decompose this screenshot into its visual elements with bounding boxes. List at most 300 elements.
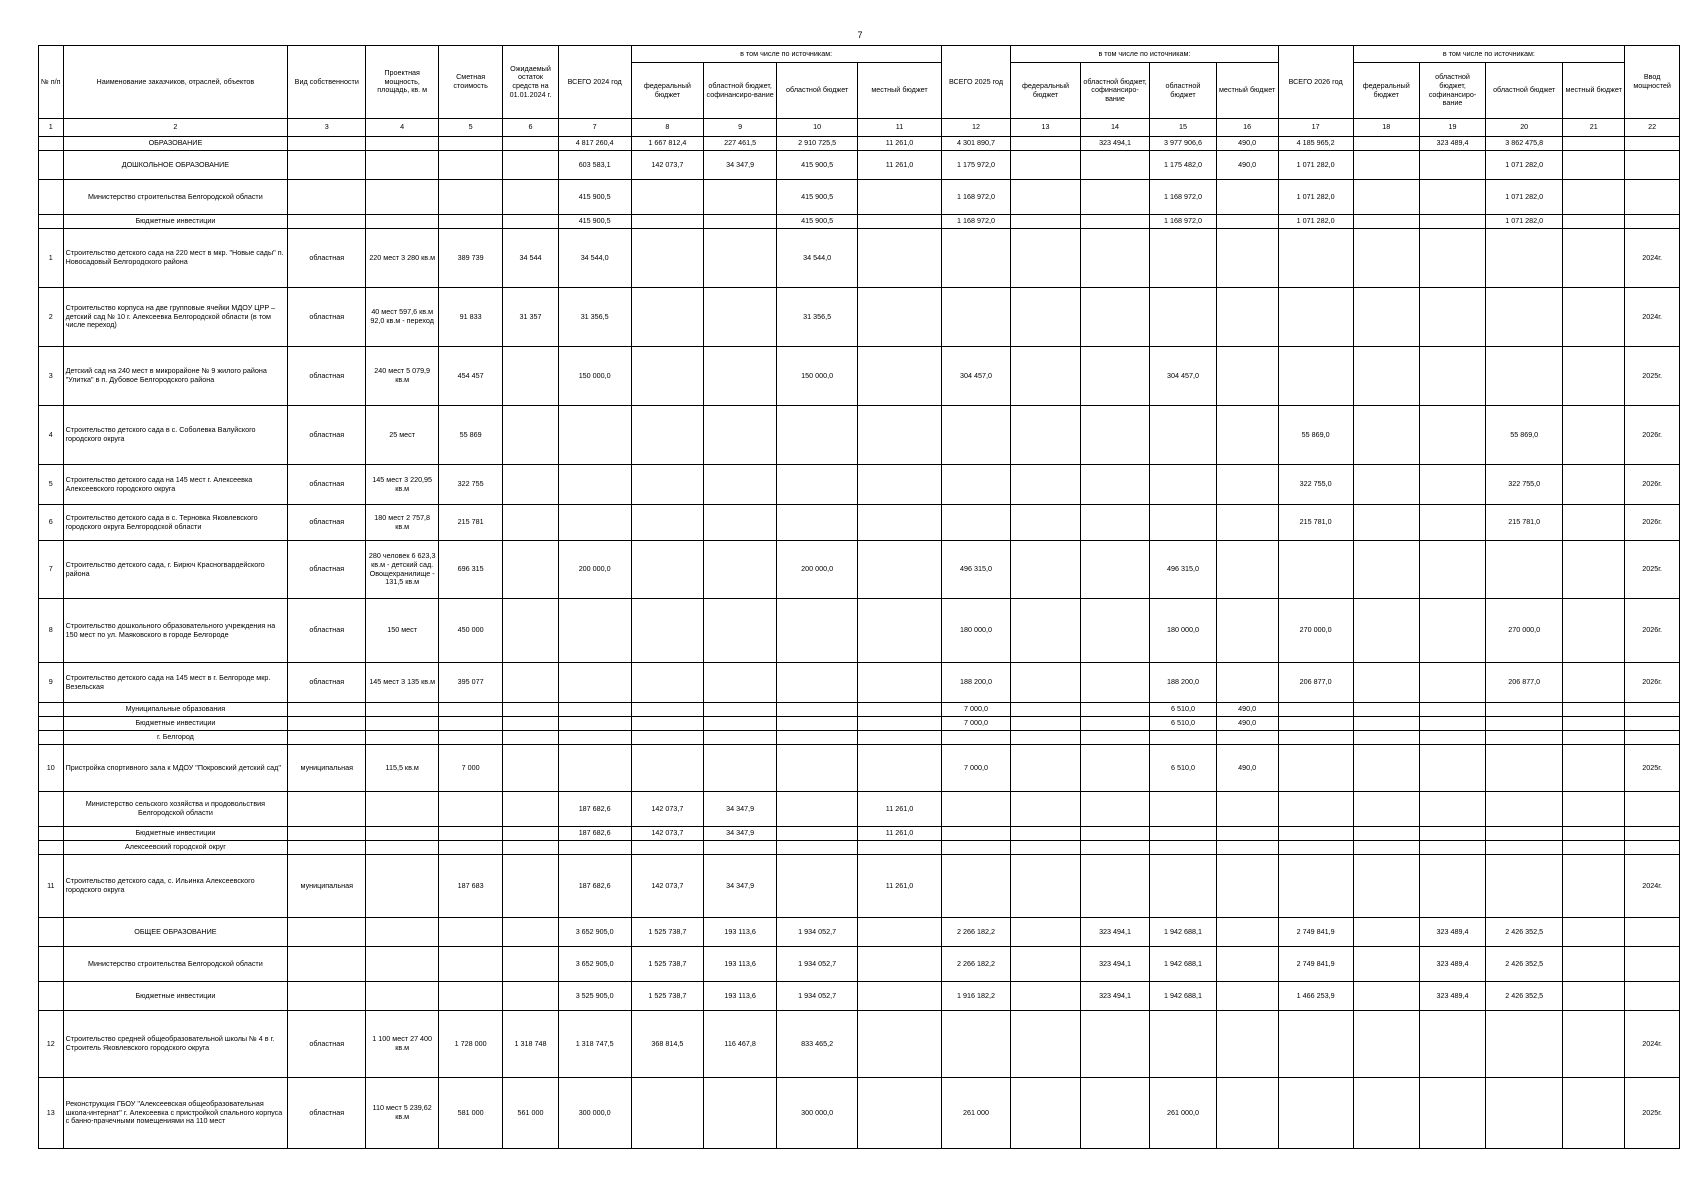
section-value-cell xyxy=(858,841,941,855)
section-name: Бюджетные инвестиции xyxy=(63,215,288,229)
section-value-cell xyxy=(1563,151,1625,180)
empty-cell xyxy=(503,215,559,229)
value-cell xyxy=(777,663,858,703)
value-cell: 200 000,0 xyxy=(777,541,858,599)
header-local-2024: местный бюджет xyxy=(858,63,941,119)
value-cell xyxy=(1080,745,1150,792)
capacity: 145 мест 3 135 кв.м xyxy=(366,663,439,703)
section-value-cell: 7 000,0 xyxy=(941,703,1011,717)
section-value-cell xyxy=(1080,717,1150,731)
value-cell xyxy=(1011,1078,1081,1149)
table-row xyxy=(39,465,1680,505)
year-total-cell: 261 000 xyxy=(941,1078,1011,1149)
capacity: 1 100 мест 27 400 кв.м xyxy=(366,1011,439,1078)
year-total-cell: 200 000,0 xyxy=(558,541,631,599)
section-value-cell xyxy=(858,947,941,982)
estimated-cost: 55 869 xyxy=(439,406,503,465)
ownership-type: муниципальная xyxy=(288,745,366,792)
empty-cell xyxy=(288,918,366,947)
ownership-type: областная xyxy=(288,229,366,288)
estimated-cost: 91 833 xyxy=(439,288,503,347)
year-total-cell xyxy=(1278,229,1353,288)
column-number: 3 xyxy=(288,119,366,137)
section-value-cell xyxy=(777,792,858,827)
value-cell xyxy=(1486,229,1563,288)
object-name: Строительство детского сада в с. Соболевка Валуйского городского округа xyxy=(63,406,288,465)
section-value-cell xyxy=(1353,841,1419,855)
section-value-cell: 415 900,5 xyxy=(558,180,631,215)
expected-rest xyxy=(503,663,559,703)
expected-rest: 31 357 xyxy=(503,288,559,347)
header-capacity: Проектная мощность, площадь, кв. м xyxy=(366,46,439,119)
value-cell xyxy=(1486,1078,1563,1149)
section-value-cell xyxy=(1278,792,1353,827)
value-cell xyxy=(1216,541,1278,599)
empty-cell xyxy=(1625,982,1680,1011)
table-row xyxy=(39,347,1680,406)
section-value-cell: 2 426 352,5 xyxy=(1486,918,1563,947)
section-value-cell: 1 525 738,7 xyxy=(631,947,704,982)
value-cell xyxy=(1353,347,1419,406)
section-row xyxy=(39,792,1680,827)
section-value-cell: 2 426 352,5 xyxy=(1486,982,1563,1011)
section-value-cell xyxy=(1216,792,1278,827)
section-value-cell xyxy=(1563,717,1625,731)
empty-cell xyxy=(366,841,439,855)
section-value-cell: 323 494,1 xyxy=(1080,947,1150,982)
value-cell xyxy=(1419,505,1485,541)
section-value-cell xyxy=(1216,918,1278,947)
empty-cell xyxy=(288,947,366,982)
column-number: 4 xyxy=(366,119,439,137)
expected-rest: 34 544 xyxy=(503,229,559,288)
section-value-cell: 415 900,5 xyxy=(777,180,858,215)
section-value-cell: 11 261,0 xyxy=(858,827,941,841)
value-cell xyxy=(631,406,704,465)
section-value-cell xyxy=(1216,841,1278,855)
value-cell xyxy=(1353,1078,1419,1149)
section-value-cell: 323 494,1 xyxy=(1080,982,1150,1011)
section-value-cell xyxy=(1011,717,1081,731)
section-value-cell xyxy=(1563,841,1625,855)
section-value-cell: 11 261,0 xyxy=(858,151,941,180)
object-name: Строительство детского сада на 145 мест в г. Белгороде мкр. Везельская xyxy=(63,663,288,703)
section-value-cell xyxy=(1563,982,1625,1011)
table-row xyxy=(39,1011,1680,1078)
value-cell: 215 781,0 xyxy=(1486,505,1563,541)
year-total-cell: 322 755,0 xyxy=(1278,465,1353,505)
section-row xyxy=(39,841,1680,855)
capacity: 240 мест 5 079,9 кв.м xyxy=(366,347,439,406)
header-regional-2025: областной бюджет xyxy=(1150,63,1216,119)
value-cell xyxy=(1011,663,1081,703)
header-expected-rest: Ожидаемый остаток средств на 01.01.2024 г. xyxy=(503,46,559,119)
column-number: 1 xyxy=(39,119,64,137)
section-value-cell xyxy=(1563,827,1625,841)
expected-rest: 1 318 748 xyxy=(503,1011,559,1078)
section-value-cell xyxy=(1486,841,1563,855)
section-value-cell xyxy=(1080,703,1150,717)
column-number: 18 xyxy=(1353,119,1419,137)
year-total-cell xyxy=(941,406,1011,465)
value-cell xyxy=(1353,663,1419,703)
section-value-cell: 1 667 812,4 xyxy=(631,137,704,151)
row-number: 8 xyxy=(39,599,64,663)
estimated-cost: 187 683 xyxy=(439,855,503,918)
section-value-cell xyxy=(941,841,1011,855)
value-cell xyxy=(1080,288,1150,347)
section-value-cell xyxy=(941,792,1011,827)
section-value-cell xyxy=(941,827,1011,841)
section-value-cell xyxy=(1278,717,1353,731)
value-cell: 180 000,0 xyxy=(1150,599,1216,663)
year-total-cell: 215 781,0 xyxy=(1278,505,1353,541)
value-cell xyxy=(858,347,941,406)
value-cell xyxy=(1353,505,1419,541)
value-cell: 31 356,5 xyxy=(777,288,858,347)
section-value-cell xyxy=(1419,703,1485,717)
table-row xyxy=(39,855,1680,918)
estimated-cost: 1 728 000 xyxy=(439,1011,503,1078)
section-value-cell: 490,0 xyxy=(1216,151,1278,180)
budget-table xyxy=(38,45,1680,1149)
object-name: Пристройка спортивного зала к МДОУ "Покровский детский сад" xyxy=(63,745,288,792)
column-number: 16 xyxy=(1216,119,1278,137)
section-value-cell: 1 466 253,9 xyxy=(1278,982,1353,1011)
header-estimate: Сметная стоимость xyxy=(439,46,503,119)
section-value-cell xyxy=(1353,918,1419,947)
value-cell xyxy=(631,465,704,505)
value-cell xyxy=(1150,288,1216,347)
section-value-cell xyxy=(1419,731,1485,745)
value-cell xyxy=(1353,541,1419,599)
commissioning-year: 2025г. xyxy=(1625,347,1680,406)
value-cell xyxy=(1011,505,1081,541)
expected-rest xyxy=(503,347,559,406)
year-total-cell: 55 869,0 xyxy=(1278,406,1353,465)
section-value-cell xyxy=(1150,827,1216,841)
section-value-cell xyxy=(1150,841,1216,855)
value-cell xyxy=(1353,288,1419,347)
header-name: Наименование заказчиков, отраслей, объектов xyxy=(63,46,288,119)
section-row xyxy=(39,215,1680,229)
row-number: 13 xyxy=(39,1078,64,1149)
value-cell: 490,0 xyxy=(1216,745,1278,792)
section-value-cell xyxy=(1278,703,1353,717)
empty-cell xyxy=(39,717,64,731)
row-number: 9 xyxy=(39,663,64,703)
value-cell xyxy=(1216,1078,1278,1149)
empty-cell xyxy=(39,731,64,745)
section-value-cell xyxy=(1216,982,1278,1011)
estimated-cost: 389 739 xyxy=(439,229,503,288)
estimated-cost: 450 000 xyxy=(439,599,503,663)
section-value-cell: 3 862 475,8 xyxy=(1486,137,1563,151)
section-value-cell: 11 261,0 xyxy=(858,792,941,827)
value-cell: 34 544,0 xyxy=(777,229,858,288)
section-row xyxy=(39,827,1680,841)
table-body xyxy=(39,119,1680,1149)
row-number: 7 xyxy=(39,541,64,599)
section-value-cell: 3 652 905,0 xyxy=(558,947,631,982)
ownership-type: областная xyxy=(288,1011,366,1078)
value-cell xyxy=(1486,541,1563,599)
empty-cell xyxy=(439,792,503,827)
value-cell xyxy=(1216,465,1278,505)
empty-cell xyxy=(1625,137,1680,151)
section-value-cell xyxy=(1080,151,1150,180)
section-value-cell xyxy=(941,731,1011,745)
value-cell xyxy=(777,599,858,663)
row-number: 5 xyxy=(39,465,64,505)
section-name: Министерство строительства Белгородской области xyxy=(63,180,288,215)
value-cell xyxy=(1011,1011,1081,1078)
section-value-cell: 34 347,9 xyxy=(704,792,777,827)
value-cell: 300 000,0 xyxy=(777,1078,858,1149)
year-total-cell: 206 877,0 xyxy=(1278,663,1353,703)
section-value-cell xyxy=(1353,180,1419,215)
section-value-cell xyxy=(1563,731,1625,745)
capacity: 110 мест 5 239,62 кв.м xyxy=(366,1078,439,1149)
value-cell xyxy=(1080,229,1150,288)
section-value-cell: 323 489,4 xyxy=(1419,982,1485,1011)
value-cell xyxy=(1011,855,1081,918)
commissioning-year: 2026г. xyxy=(1625,465,1680,505)
value-cell xyxy=(1011,406,1081,465)
commissioning-year: 2025г. xyxy=(1625,745,1680,792)
ownership-type: областная xyxy=(288,663,366,703)
value-cell xyxy=(858,1078,941,1149)
empty-cell xyxy=(366,731,439,745)
column-number: 20 xyxy=(1486,119,1563,137)
empty-cell xyxy=(288,717,366,731)
value-cell xyxy=(1419,855,1485,918)
header-total-2025: ВСЕГО 2025 год xyxy=(941,46,1011,119)
empty-cell xyxy=(1625,151,1680,180)
year-total-cell xyxy=(558,406,631,465)
header-sources-2025: в том числе по источникам: xyxy=(1011,46,1278,63)
empty-cell xyxy=(503,151,559,180)
section-name: Бюджетные инвестиции xyxy=(63,827,288,841)
empty-cell xyxy=(366,717,439,731)
year-total-cell xyxy=(558,465,631,505)
value-cell xyxy=(1080,465,1150,505)
header-federal-2024: федеральный бюджет xyxy=(631,63,704,119)
value-cell xyxy=(1216,505,1278,541)
empty-cell xyxy=(1625,827,1680,841)
section-value-cell xyxy=(1353,947,1419,982)
empty-cell xyxy=(39,703,64,717)
section-value-cell xyxy=(1563,137,1625,151)
header-total-2024: ВСЕГО 2024 год xyxy=(558,46,631,119)
value-cell xyxy=(1216,406,1278,465)
value-cell xyxy=(631,505,704,541)
expected-rest xyxy=(503,465,559,505)
section-value-cell: 2 749 841,9 xyxy=(1278,947,1353,982)
value-cell xyxy=(777,406,858,465)
value-cell xyxy=(631,745,704,792)
section-name: г. Белгород xyxy=(63,731,288,745)
value-cell xyxy=(1563,406,1625,465)
empty-cell xyxy=(439,215,503,229)
value-cell xyxy=(1419,663,1485,703)
value-cell xyxy=(858,505,941,541)
value-cell xyxy=(1419,599,1485,663)
expected-rest xyxy=(503,406,559,465)
section-value-cell: 415 900,5 xyxy=(777,215,858,229)
table-row xyxy=(39,505,1680,541)
empty-cell xyxy=(366,137,439,151)
estimated-cost: 7 000 xyxy=(439,745,503,792)
section-value-cell: 490,0 xyxy=(1216,717,1278,731)
capacity: 145 мест 3 220,95 кв.м xyxy=(366,465,439,505)
section-value-cell xyxy=(1353,137,1419,151)
value-cell xyxy=(1353,745,1419,792)
section-value-cell: 142 073,7 xyxy=(631,792,704,827)
empty-cell xyxy=(439,703,503,717)
value-cell xyxy=(1216,229,1278,288)
section-value-cell xyxy=(1080,215,1150,229)
value-cell xyxy=(1563,1011,1625,1078)
capacity: 25 мест xyxy=(366,406,439,465)
empty-cell xyxy=(288,215,366,229)
value-cell xyxy=(1150,465,1216,505)
section-value-cell: 1 934 052,7 xyxy=(777,982,858,1011)
value-cell: 11 261,0 xyxy=(858,855,941,918)
section-value-cell xyxy=(704,180,777,215)
empty-cell xyxy=(366,215,439,229)
empty-cell xyxy=(288,827,366,841)
capacity: 180 мест 2 757,8 кв.м xyxy=(366,505,439,541)
section-value-cell: 3 977 906,6 xyxy=(1150,137,1216,151)
section-value-cell xyxy=(558,703,631,717)
empty-cell xyxy=(366,827,439,841)
section-value-cell: 1 168 972,0 xyxy=(941,215,1011,229)
year-total-cell: 7 000,0 xyxy=(941,745,1011,792)
section-value-cell xyxy=(858,703,941,717)
section-row xyxy=(39,717,1680,731)
section-value-cell xyxy=(1419,792,1485,827)
section-value-cell: 1 071 282,0 xyxy=(1486,180,1563,215)
section-value-cell xyxy=(1563,947,1625,982)
section-row xyxy=(39,982,1680,1011)
section-value-cell: 1 942 688,1 xyxy=(1150,947,1216,982)
section-value-cell: 187 682,6 xyxy=(558,827,631,841)
value-cell xyxy=(1011,541,1081,599)
empty-cell xyxy=(288,151,366,180)
empty-cell xyxy=(39,792,64,827)
empty-cell xyxy=(503,717,559,731)
section-value-cell: 1 168 972,0 xyxy=(1150,180,1216,215)
value-cell xyxy=(704,663,777,703)
section-value-cell xyxy=(1563,703,1625,717)
value-cell: 206 877,0 xyxy=(1486,663,1563,703)
section-value-cell xyxy=(1353,792,1419,827)
section-name: Министерство строительства Белгородской области xyxy=(63,947,288,982)
section-value-cell: 1 071 282,0 xyxy=(1278,151,1353,180)
value-cell: 304 457,0 xyxy=(1150,347,1216,406)
section-value-cell xyxy=(558,717,631,731)
value-cell xyxy=(704,406,777,465)
section-value-cell xyxy=(704,703,777,717)
section-value-cell: 1 071 282,0 xyxy=(1278,215,1353,229)
section-value-cell xyxy=(1486,731,1563,745)
section-value-cell xyxy=(631,731,704,745)
table-row xyxy=(39,229,1680,288)
empty-cell xyxy=(288,137,366,151)
section-value-cell xyxy=(1216,827,1278,841)
value-cell xyxy=(858,599,941,663)
year-total-cell xyxy=(941,1011,1011,1078)
row-number: 10 xyxy=(39,745,64,792)
empty-cell xyxy=(503,827,559,841)
section-value-cell: 142 073,7 xyxy=(631,827,704,841)
section-value-cell: 1 071 282,0 xyxy=(1486,215,1563,229)
ownership-type: областная xyxy=(288,288,366,347)
value-cell xyxy=(704,599,777,663)
empty-cell xyxy=(39,137,64,151)
section-row xyxy=(39,918,1680,947)
row-number: 1 xyxy=(39,229,64,288)
value-cell xyxy=(1419,1078,1485,1149)
section-row xyxy=(39,137,1680,151)
header-ownership: Вид собственности xyxy=(288,46,366,119)
empty-cell xyxy=(1625,841,1680,855)
section-value-cell: 187 682,6 xyxy=(558,792,631,827)
value-cell: 6 510,0 xyxy=(1150,745,1216,792)
year-total-cell xyxy=(1278,1011,1353,1078)
empty-cell xyxy=(39,841,64,855)
empty-cell xyxy=(366,151,439,180)
empty-cell xyxy=(503,703,559,717)
header-federal-2026: федеральный бюджет xyxy=(1353,63,1419,119)
value-cell xyxy=(1150,855,1216,918)
value-cell xyxy=(1419,465,1485,505)
object-name: Строительство детского сада в с. Терновка Яковлевского городского округа Белгородской области xyxy=(63,505,288,541)
section-value-cell: 3 525 905,0 xyxy=(558,982,631,1011)
section-value-cell: 1 525 738,7 xyxy=(631,918,704,947)
section-value-cell: 2 266 182,2 xyxy=(941,918,1011,947)
value-cell xyxy=(631,541,704,599)
section-value-cell: 323 489,4 xyxy=(1419,947,1485,982)
capacity: 280 человек 6 623,3 кв.м - детский сад. Овощехранилище - 131,5 кв.м xyxy=(366,541,439,599)
header-cofin-2026: областной бюджет, софинансиро-вание xyxy=(1419,63,1485,119)
section-name: Бюджетные инвестиции xyxy=(63,982,288,1011)
header-regional-2024: областной бюджет xyxy=(777,63,858,119)
value-cell xyxy=(1419,745,1485,792)
value-cell xyxy=(1011,288,1081,347)
section-value-cell xyxy=(1080,827,1150,841)
section-value-cell xyxy=(1419,841,1485,855)
section-value-cell xyxy=(1011,215,1081,229)
value-cell xyxy=(858,406,941,465)
value-cell xyxy=(1563,599,1625,663)
header-sources-2026: в том числе по источникам: xyxy=(1353,46,1625,63)
value-cell xyxy=(1080,541,1150,599)
section-value-cell xyxy=(858,180,941,215)
section-value-cell xyxy=(1011,982,1081,1011)
empty-cell xyxy=(1625,731,1680,745)
section-value-cell xyxy=(1353,731,1419,745)
value-cell xyxy=(858,663,941,703)
section-value-cell xyxy=(858,731,941,745)
section-value-cell xyxy=(1486,703,1563,717)
section-value-cell: 2 266 182,2 xyxy=(941,947,1011,982)
section-value-cell xyxy=(704,841,777,855)
section-value-cell: 6 510,0 xyxy=(1150,717,1216,731)
section-value-cell xyxy=(1353,827,1419,841)
section-value-cell: 323 494,1 xyxy=(1080,137,1150,151)
